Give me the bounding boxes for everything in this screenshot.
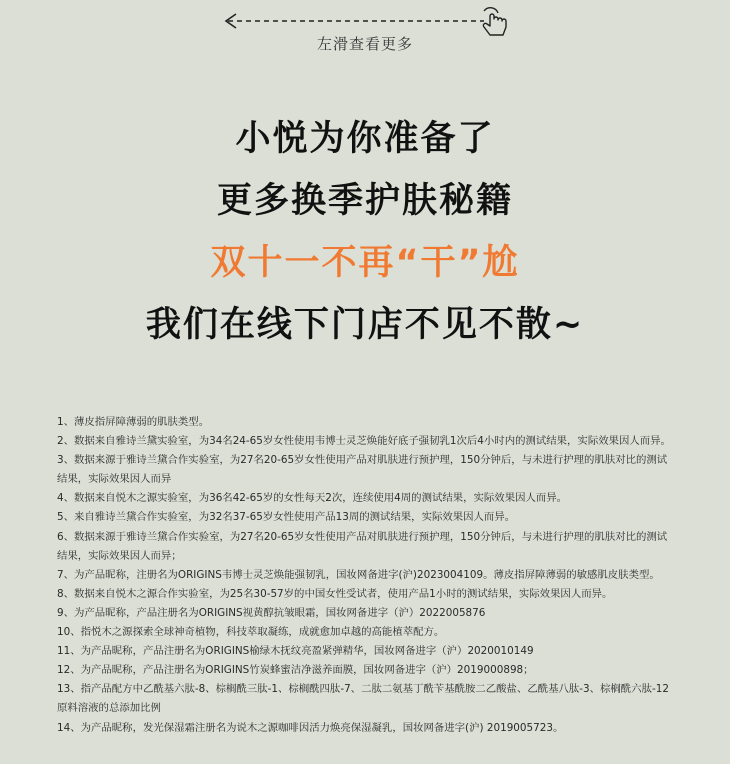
swipe-hint-label: 左滑查看更多: [316, 35, 413, 53]
footnote: 7、为产品昵称，注册名为ORIGINS韦博士灵芝焕能强韧乳，国妆网备进字(沪)2023004109。薄皮指屏障薄弱的敏感肌皮肤类型。: [57, 568, 660, 581]
headline-line-2: 更多换季护肤秘籍: [216, 181, 513, 221]
footnote: 6、数据来源于雅诗兰黛合作实验室，为27名20-65岁女性使用产品对肌肤进行预护理，150分钟后，与未进行护理的肌肤对比的测试结果，实际效果因人而异；: [57, 530, 668, 562]
footnotes: [57, 413, 677, 738]
footnote: 9、为产品昵称，产品注册名为ORIGINS视黄醇抗皱眼霜，国妆网备进字（沪）2022005876: [57, 606, 486, 619]
footnote: 11、为产品昵称，产品注册名为ORIGINS榆绿木抚纹亮盈紧弹精华，国妆网备进字（沪）2020010149: [57, 645, 534, 658]
footnote: 10、指悦木之源探索全球神奇植物，科技萃取凝练，成就愈加卓越的高能植萃配方。: [57, 626, 445, 639]
left-arrow-icon: [226, 14, 484, 28]
footnote: 14、为产品昵称，发光保湿霜注册名为说木之源咖啡因活力焕亮保湿凝乳，国妆网备进字(沪) 2019005723。: [57, 721, 564, 734]
footnote: 3、数据来源于雅诗兰黛合作实验室，为27名20-65岁女性使用产品对肌肤进行预护理，150分钟后，与未进行护理的肌肤对比的测试结果，实际效果因人而异: [57, 454, 668, 486]
footnote: 2、数据来自雅诗兰黛实验室，为34名24-65岁女性使用韦博士灵芝焕能好底子强韧乳1次后4小时内的测试结果，实际效果因人而异。: [57, 435, 671, 448]
headline: [0, 108, 730, 356]
footnote: 5、来自雅诗兰黛合作实验室，为32名37-65岁女性使用产品13周的测试结果，实际效果因人而异。: [57, 511, 516, 524]
swipe-hint: [0, 0, 730, 70]
headline-line-1: 小悦为你准备了: [235, 119, 495, 159]
headline-line-accent: 双十一不再“干”尬: [210, 243, 520, 283]
footnote: 13、指产品配方中乙酰基六肽-8、棕榈酰三肽-1、棕榈酰四肽-7、二肽二氨基丁酰苄基酰胺二乙酸盐、乙酰基八肽-3、棕榈酰六肽-12原料溶液的总添加比例: [57, 683, 669, 715]
headline-line-4: 我们在线下门店不见不散~: [145, 305, 585, 345]
hand-pointer-icon: [483, 8, 506, 35]
footnote: 4、数据来自悦木之源实验室，为36名42-65岁的女性每天2次，连续使用4周的测试结果，实际效果因人而异。: [57, 492, 568, 505]
footnote: 1、薄皮指屏障薄弱的肌肤类型。: [57, 416, 210, 428]
footnote: 12、为产品昵称，产品注册名为ORIGINS竹炭蜂蜜洁净滋养面膜，国妆网备进字（沪）2019000898；: [57, 664, 534, 677]
footnote: 8、数据来自悦木之源合作实验室，为25名30-57岁的中国女性受试者，使用产品1小时的测试结果，实际效果因人而异。: [57, 587, 613, 600]
